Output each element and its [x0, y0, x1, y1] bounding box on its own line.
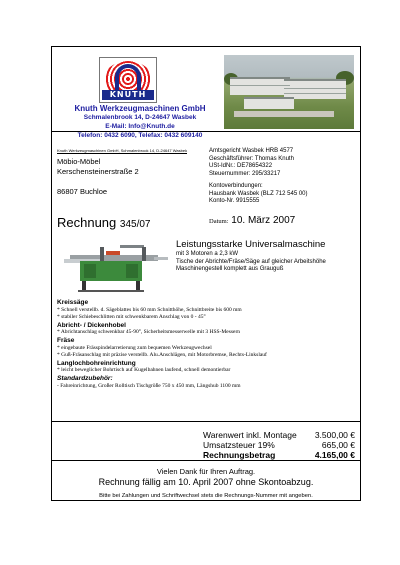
thanks-line: Vielen Dank für Ihren Auftrag.: [156, 467, 256, 476]
feature-item: * stabiler Schiebeschlitten mit schwenkbarem Anschlag von 0 - 45°: [57, 314, 206, 321]
product-line-1: mit 3 Motoren a 2,3 kW: [176, 251, 239, 257]
machine-image: [60, 237, 172, 295]
feature-heading: Kreissäge: [57, 299, 89, 306]
total-value: 665,00 €: [321, 440, 355, 450]
company-email: E-Mail: Info@Knuth.de: [105, 123, 175, 130]
recipient-street: Kerschensteinerstraße 2: [57, 167, 139, 176]
feature-item: * Schnell verstellb. d. Sägeblattes bis 60 mm Schnitthöhe, Schnittbreite bis 600 mm: [57, 306, 242, 313]
total-row: [203, 430, 355, 440]
feature-heading: Fräse: [57, 336, 75, 344]
total-label: Warenwert inkl. Montage: [203, 430, 297, 440]
registry-tax: Steuernummer: 295/33217: [209, 170, 281, 177]
company-street: Schmalenbrook 14, D-24647 Wasbek: [83, 114, 197, 121]
invoice-page: [51, 46, 361, 501]
registry-vat: USt-IdNr.: DE78654322: [209, 163, 273, 169]
bank-account: Konto-Nr. 9915555: [209, 198, 260, 204]
letterhead: [52, 47, 360, 139]
sender-return-line: Knuth Werkzeugmaschinen GmbH, Schmalenbrook 14, D-24647 Wasbek: [57, 148, 188, 153]
feature-heading: Abricht- / Dickenhobel: [57, 321, 126, 329]
divider-bottom: [52, 460, 360, 461]
total-value: 3.500,00 €: [314, 430, 355, 440]
recipient-address: [57, 157, 139, 177]
feature-item: * leicht beweglicher Bohrtisch auf Kugelbahnen laufend, schnell demontierbar: [57, 367, 231, 374]
invoice-date: [209, 215, 295, 226]
feature-item: * Abrichtanschlag schwenkbar 45-90°, Sicherheitsmesserwelle mit 3 HSS-Messern: [57, 329, 241, 336]
payment-terms: Rechnung fällig am 10. April 2007 ohne Skontoabzug.: [98, 477, 314, 487]
product-line-2: Tische der Abrichte/Fräse/Säge auf gleicher Arbeitshöhe: [176, 258, 326, 265]
factory-photo: [224, 55, 354, 129]
feature-heading: Standardzubehör:: [57, 374, 113, 382]
footer-note: Bitte bei Zahlungen und Schriftwechsel stets die Rechnungs-Nummer mit angeben.: [99, 493, 313, 499]
company-logo: [99, 57, 157, 103]
invoice-date-label: Datum:: [209, 218, 229, 225]
product-title: Leistungsstarke Universalmaschine: [176, 239, 326, 250]
bank-info: [209, 183, 308, 206]
invoice-number: 345/07: [119, 219, 151, 230]
product-description: [176, 251, 356, 274]
total-label: Umsatzsteuer 19%: [203, 440, 275, 450]
closing-text: [52, 467, 360, 487]
feature-list: [57, 299, 357, 390]
feature-item: * eingebaute Frässpindelarretierung zum bequemen Werkzeugwechsel: [57, 344, 212, 351]
recipient-name: Möbio-Möbel: [57, 157, 101, 166]
feature-item: - Fahreinrichtung, Großer Rolltisch Tischgröße 750 x 450 mm, Längshub 1100 mm: [57, 382, 241, 389]
feature-heading: Langlochbohreinrichtung: [57, 359, 136, 367]
registry-court: Amtsgericht Wasbek HRB 4577: [209, 148, 294, 154]
totals-block: [203, 430, 355, 460]
bank-label: Kontoverbindungen:: [209, 183, 263, 189]
total-row: [203, 440, 355, 450]
product-line-3: Maschinengestell komplett aus Grauguß: [176, 266, 284, 272]
company-info: [60, 104, 220, 140]
total-value: 4.165,00 €: [314, 450, 355, 460]
invoice-title: [57, 215, 151, 230]
registry-info: [209, 148, 294, 178]
invoice-date-value: 10. März 2007: [231, 215, 296, 226]
registry-manager: Geschäftsführer: Thomas Knuth: [209, 155, 294, 162]
company-phone: Telefon: 0432 6090, Telefax: 0432 609140: [77, 132, 203, 139]
invoice-title-label: Rechnung: [57, 215, 117, 230]
company-name: Knuth Werkzeugmaschinen GmbH: [74, 104, 206, 113]
logo-wordmark: KNUTH: [102, 90, 154, 100]
total-row: [203, 450, 355, 460]
feature-item: * Guß-Fräsanschlag mit präzise verstellb. Alu.Anschlägen, mit Motorbremse, Rechts-Linkslauf: [57, 352, 267, 359]
divider-top: [52, 421, 360, 422]
total-label: Rechnungsbetrag: [203, 450, 276, 460]
bank-name: Hausbank Wasbek (BLZ 712 545 00): [209, 190, 308, 197]
recipient-city: 86807 Buchloe: [57, 187, 108, 196]
